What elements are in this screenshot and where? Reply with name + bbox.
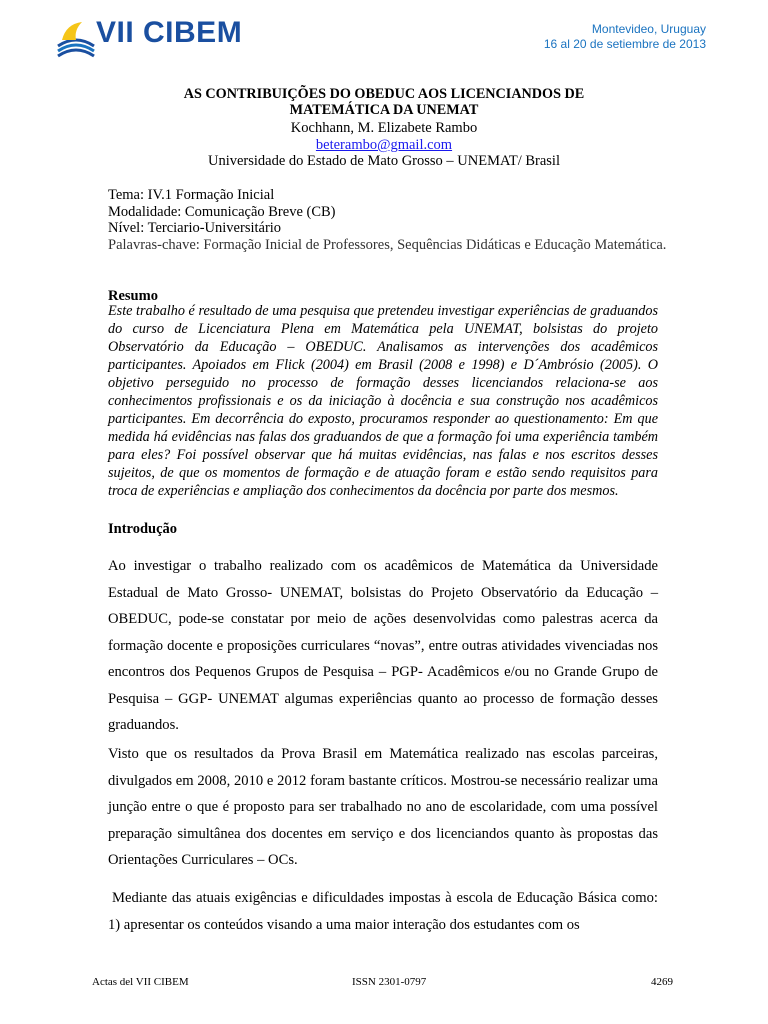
paper-title: [0, 86, 768, 118]
resumo-text: Este trabalho é resultado de uma pesquisa que pretendeu investigar experiências de graduandos do curso de Licenciatura Plena em Matemática pela UNEMAT, bolsistas do projeto Observatório da Educação – OBEDUC. Analisamos as intervenções dos acadêmicos participantes. Apoiados em Flick (2004) em Brasil (2008 e 1998) e D´Ambrósio (2005). O objetivo perseguido no processo de formação desses licenciandos relaciona-se aos conhecimentos profissionais e os da iniciação à docência e sua construção nos acadêmicos participantes. Em decorrência do exposto, procuramos responder ao questionamento: Em que medida há evidências nas falas dos graduandos de que a formação foi uma experiência também para eles? Foi possível observar que há muitas evidências, nas falas e nos escritos desses sujeitos, de que os momentos de formação e de atuação foram e estão sendo requisitos para troca de experiências e ampliação dos conhecimentos da docência por parte dos mesmos.: [108, 303, 658, 499]
intro-paragraph-2: Visto que os resultados da Prova Brasil em Matemática realizado nas escolas parceiras, divulgados em 2008, 2010 e 2012 foram bastante críticos. Mostrou-se necessário realizar uma junção entre o que é proposto para ser trabalhado no ano de escolaridade, com uma possível preparação simultânea dos docentes em serviço e dos licenciandos quanto às propostas das Orientações Curriculares – OCs.: [108, 746, 658, 868]
conference-location: Montevideo, Uruguay: [591, 22, 706, 36]
paper-meta: [108, 187, 668, 253]
email-link[interactable]: beterambo@gmail.com: [315, 137, 453, 153]
meta-modalidade: Modalidade: Comunicação Breve (CB): [108, 203, 336, 220]
author-email: [0, 137, 768, 154]
resumo-heading: Resumo: [108, 288, 158, 304]
conference-info: [544, 22, 706, 52]
footer-page-number: 4269: [651, 976, 673, 988]
title-line-1: AS CONTRIBUIÇÕES DO OBEDUC AOS LICENCIANDOS DE: [183, 86, 585, 102]
introducao-heading: Introdução: [108, 521, 178, 537]
intro-paragraph-1: Ao investigar o trabalho realizado com os acadêmicos de Matemática da Universidade Estadual de Mato Grosso- UNEMAT, bolsistas do Projeto Observatório da Educação – OBEDUC, pode-se constatar por meio de ações desenvolvidas como palestras acerca da formação docente e proposições curriculares “novas”, entre outras atividades vivenciadas nos encontros dos Pequenos Grupos de Pesquisa – PGP- Acadêmicos e/ou no Grande Grupo de Pesquisa – GGP- UNEMAT algumas experiências quanto ao processo de formação desses graduandos.: [108, 558, 658, 733]
footer-proceedings: Actas del VII CIBEM: [92, 976, 189, 988]
institution: Universidade do Estado de Mato Grosso – UNEMAT/ Brasil: [208, 153, 560, 169]
footer-issn: ISSN 2301-0797: [352, 976, 427, 988]
meta-tema: Tema: IV.1 Formação Inicial: [108, 187, 275, 203]
conference-dates: 16 al 20 de setiembre de 2013: [543, 37, 706, 51]
title-line-2: MATEMÁTICA DA UNEMAT: [289, 102, 479, 118]
meta-nivel: Nível: Terciario-Universitário: [108, 220, 282, 236]
intro-paragraph-3: Mediante das atuais exigências e dificuldades impostas à escola de Educação Básica como: 1) apresentar os conteúdos visando a uma maior interação dos estudantes com os: [108, 890, 658, 933]
cibem-logo-icon: [56, 16, 96, 60]
logo-text: VII CIBEM: [96, 16, 243, 49]
meta-keywords: Palavras-chave: Formação Inicial de Professores, Sequências Didáticas e Educação Matemática.: [108, 236, 667, 253]
author-name: Kochhann, M. Elizabete Rambo: [290, 120, 478, 136]
